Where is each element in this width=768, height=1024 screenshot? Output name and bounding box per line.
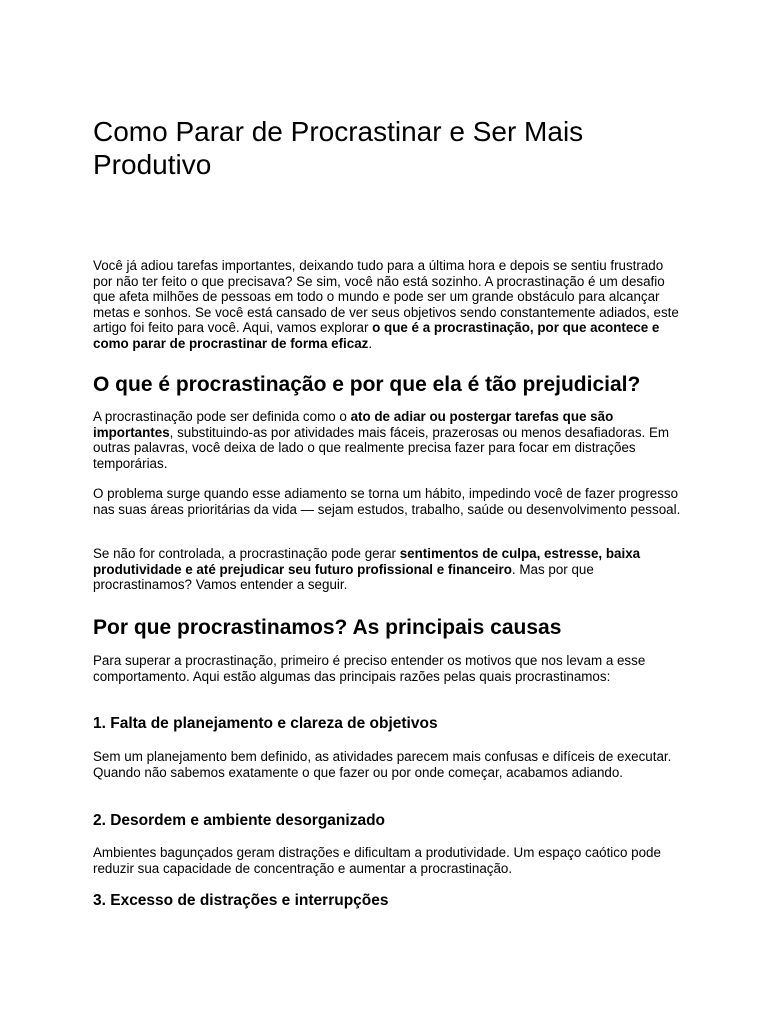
cause-text-1: Sem um planejamento bem definido, as atividades parecem mais confusas e difíceis de executar. Quando não sabemos exatamente o que fazer ou por onde começar, acabamos adiando. xyxy=(93,749,672,780)
section-heading-causes: Por que procrastinamos? As principais causas xyxy=(93,616,562,639)
cause-heading-3: 3. Excesso de distrações e interrupções xyxy=(93,892,389,909)
consequences-paragraph xyxy=(93,546,683,593)
section-heading-what-is: O que é procrastinação e por que ela é tão prejudicial? xyxy=(93,373,641,396)
intro-end: . xyxy=(368,335,373,351)
consequences-text-start: Se não for controlada, a procrastinação pode gerar xyxy=(93,546,400,561)
cause-heading-2: 2. Desordem e ambiente desorganizado xyxy=(93,812,386,829)
definition-paragraph xyxy=(93,409,683,471)
cause-heading-1: 1. Falta de planejamento e clareza de objetivos xyxy=(93,715,438,732)
definition-text-end: , substituindo-as por atividades mais fáceis, prazerosas ou menos desafiadoras. Em outras palavras, você deixa de lado o que realmente precisa fazer para focar em distrações temporárias. xyxy=(93,424,670,471)
definition-text-start: A procrastinação pode ser definida como o xyxy=(93,409,351,424)
intro-text: Você já adiou tarefas importantes, deixando tudo para a última hora e depois se sentiu frustrado por não ter feito o que precisava? Se sim, você não está sozinho. A procrastinação é um desafio que afeta milhões de pessoas em todo o mundo e pode ser um grande obstáculo para alcançar metas e sonhos. Se você está cansado de ver seus objetivos sendo constantemente adiados, este artigo foi feito para você. Aqui, vamos explorar xyxy=(93,258,679,335)
cause-text-2: Ambientes bagunçados geram distrações e dificultam a produtividade. Um espaço caótico pode reduzir sua capacidade de concentração e aumentar a procrastinação. xyxy=(93,845,661,876)
intro-paragraph xyxy=(93,258,683,351)
page-title: Como Parar de Procrastinar e Ser Mais Produtivo xyxy=(93,116,584,180)
causes-intro-paragraph: Para superar a procrastinação, primeiro é preciso entender os motivos que nos levam a esse comportamento. Aqui estão algumas das principais razões pelas quais procrastinamos: xyxy=(93,653,646,684)
problem-paragraph: O problema surge quando esse adiamento se torna um hábito, impedindo você de fazer progresso nas suas áreas prioritárias da vida — sejam estudos, trabalho, saúde ou desenvolvimento pessoal. xyxy=(93,486,681,517)
consequences-text-end: . Mas por que procrastinamos? Vamos entender a seguir. xyxy=(93,561,594,592)
definition-bold-text: ato de adiar ou postergar tarefas que são importantes xyxy=(93,409,614,440)
consequences-bold-text: sentimentos de culpa, estresse, baixa produtividade e até prejudicar seu futuro profissional e financeiro xyxy=(93,546,641,577)
intro-bold-text: o que é a procrastinação, por que acontece e como parar de procrastinar de forma eficaz xyxy=(93,320,660,351)
